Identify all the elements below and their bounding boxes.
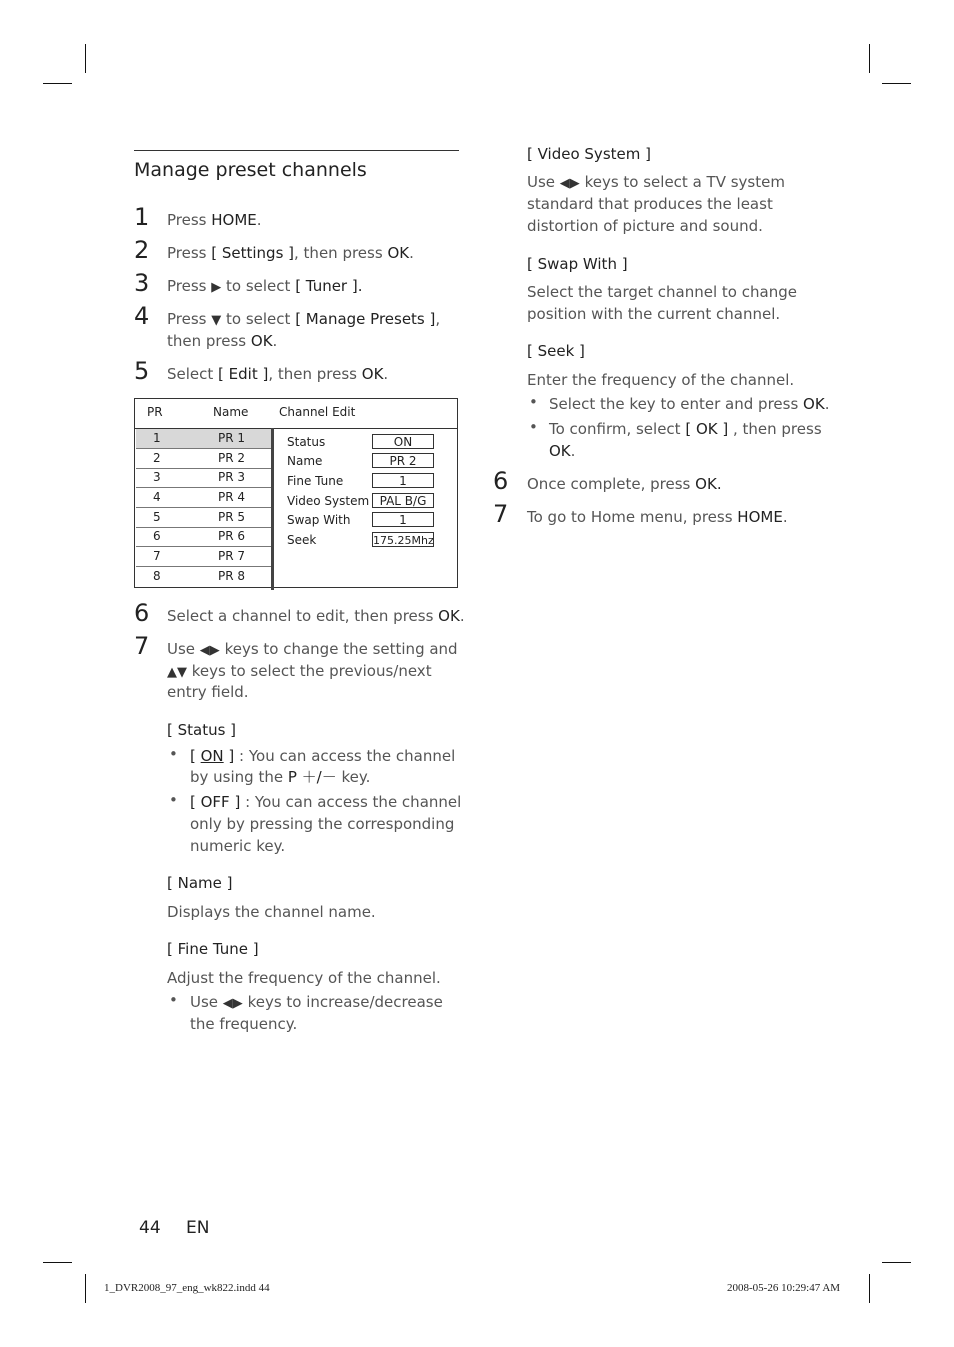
- seek-heading: [ Seek ]: [527, 342, 585, 360]
- step-number: 3: [134, 269, 150, 297]
- page-number: 44: [139, 1218, 161, 1238]
- up-down-arrow-icon: ▲▼: [167, 665, 187, 680]
- name-heading: [ Name ]: [167, 874, 233, 892]
- column-header-channel-edit: Channel Edit: [279, 405, 356, 419]
- status-off-text: [ OFF ] : You can access the channel: [190, 793, 462, 811]
- channel-edit-menu: [134, 398, 458, 588]
- swap-with-heading: [ Swap With ]: [527, 255, 628, 273]
- step-number: 2: [134, 236, 150, 264]
- footer-filename: 1_DVR2008_97_eng_wk822.indd 44: [104, 1282, 270, 1294]
- status-off-text-cont: only by pressing the corresponding: [190, 815, 455, 833]
- field-label-fine-tune: Fine Tune: [287, 474, 344, 488]
- video-system-text-cont: standard that produces the least: [527, 195, 773, 213]
- step-4-text: Press ▼ to select [ Manage Presets ],: [167, 308, 440, 332]
- fine-tune-bullet-cont: the frequency.: [190, 1015, 298, 1033]
- crop-mark: [882, 83, 911, 84]
- video-system-text-cont: distortion of picture and sound.: [527, 217, 763, 235]
- step-number: 4: [134, 302, 150, 330]
- channel-row: 6 PR 6: [136, 527, 272, 547]
- seek-text: Enter the frequency of the channel.: [527, 371, 795, 389]
- fine-tune-bullet: Use ◀▶ keys to increase/decrease: [190, 991, 443, 1015]
- bullet: •: [529, 393, 538, 411]
- step-7-text-cont: ▲▼ keys to select the previous/next: [167, 660, 432, 684]
- step-number: 7: [493, 500, 509, 528]
- field-label-name: Name: [287, 454, 323, 468]
- bullet: •: [169, 745, 178, 763]
- status-off-text-cont: numeric key.: [190, 837, 286, 855]
- bullet: •: [169, 791, 178, 809]
- field-label-seek: Seek: [287, 533, 317, 547]
- channel-row: 4 PR 4: [136, 488, 272, 508]
- column-divider: [271, 428, 274, 590]
- left-right-arrow-icon: ◀▶: [199, 643, 220, 658]
- swap-with-text: Select the target channel to change: [527, 283, 797, 301]
- status-heading: [ Status ]: [167, 721, 237, 739]
- step-5-text: Select [ Edit ], then press OK.: [167, 365, 389, 383]
- right-arrow-icon: ▶: [211, 280, 222, 295]
- status-on-text-cont: by using the P ＋/－ key.: [190, 768, 371, 786]
- right-step-7-text: To go to Home menu, press HOME.: [527, 508, 788, 526]
- crop-mark: [43, 83, 72, 84]
- column-header-name: Name: [213, 405, 249, 419]
- crop-mark: [85, 44, 86, 73]
- step-number: 1: [134, 203, 150, 231]
- field-value-name: PR 2: [372, 453, 434, 468]
- crop-mark: [869, 44, 870, 73]
- video-system-text: Use ◀▶ keys to select a TV system: [527, 171, 785, 195]
- channel-row: 7 PR 7: [136, 547, 272, 567]
- seek-bullet-2: To confirm, select [ OK ] , then press: [549, 420, 822, 438]
- crop-mark: [869, 1274, 870, 1303]
- crop-mark: [43, 1262, 72, 1263]
- channel-row: 2 PR 2: [136, 449, 272, 469]
- section-rule: [134, 150, 459, 151]
- field-value-video-system: PAL B/G: [372, 493, 434, 508]
- fine-tune-text: Adjust the frequency of the channel.: [167, 969, 441, 987]
- step-7-text-cont: entry field.: [167, 683, 249, 701]
- field-value-swap-with: 1: [372, 512, 434, 527]
- seek-bullet-2-cont: OK.: [549, 442, 576, 460]
- step-number: 6: [134, 599, 150, 627]
- field-value-status: ON: [372, 434, 434, 449]
- step-7-text: Use ◀▶ keys to change the setting and: [167, 638, 458, 662]
- field-label-video-system: Video System: [287, 494, 370, 508]
- section-title: Manage preset channels: [134, 159, 367, 181]
- channel-row: 1 PR 1: [136, 429, 272, 449]
- step-number: 6: [493, 467, 509, 495]
- crop-mark: [882, 1262, 911, 1263]
- step-1-text: Press HOME.: [167, 211, 262, 229]
- video-system-heading: [ Video System ]: [527, 145, 651, 163]
- column-header-pr: PR: [147, 405, 163, 419]
- step-4-text-cont: then press OK.: [167, 332, 278, 350]
- channel-row: 3 PR 3: [136, 468, 272, 488]
- field-value-seek: 175.25Mhz: [373, 534, 434, 547]
- name-text: Displays the channel name.: [167, 903, 376, 921]
- fine-tune-heading: [ Fine Tune ]: [167, 940, 259, 958]
- field-label-swap-with: Swap With: [287, 513, 351, 527]
- right-step-6-text: Once complete, press OK.: [527, 475, 722, 493]
- seek-bullet-1: Select the key to enter and press OK.: [549, 395, 830, 413]
- footer-timestamp: 2008-05-26 10:29:47 AM: [727, 1282, 841, 1294]
- status-on-text: [ ON ] : You can access the channel: [190, 747, 456, 765]
- left-right-arrow-icon: ◀▶: [559, 176, 580, 191]
- step-6-text: Select a channel to edit, then press OK.: [167, 607, 465, 625]
- step-2-text: Press [ Settings ], then press OK.: [167, 244, 414, 262]
- step-number: 7: [134, 632, 150, 660]
- crop-mark: [85, 1274, 86, 1303]
- step-3-text: Press ▶ to select [ Tuner ].: [167, 275, 363, 299]
- bullet: •: [529, 418, 538, 436]
- channel-row: 8 PR 8: [153, 569, 246, 583]
- channel-row: 5 PR 5: [136, 508, 272, 528]
- language-code: EN: [186, 1218, 210, 1238]
- swap-with-text-cont: position with the current channel.: [527, 305, 781, 323]
- bullet: •: [169, 991, 178, 1009]
- down-arrow-icon: ▼: [211, 313, 222, 328]
- field-label-status: Status: [287, 435, 326, 449]
- left-right-arrow-icon: ◀▶: [222, 996, 243, 1011]
- field-value-fine-tune: 1: [372, 473, 434, 488]
- step-number: 5: [134, 357, 150, 385]
